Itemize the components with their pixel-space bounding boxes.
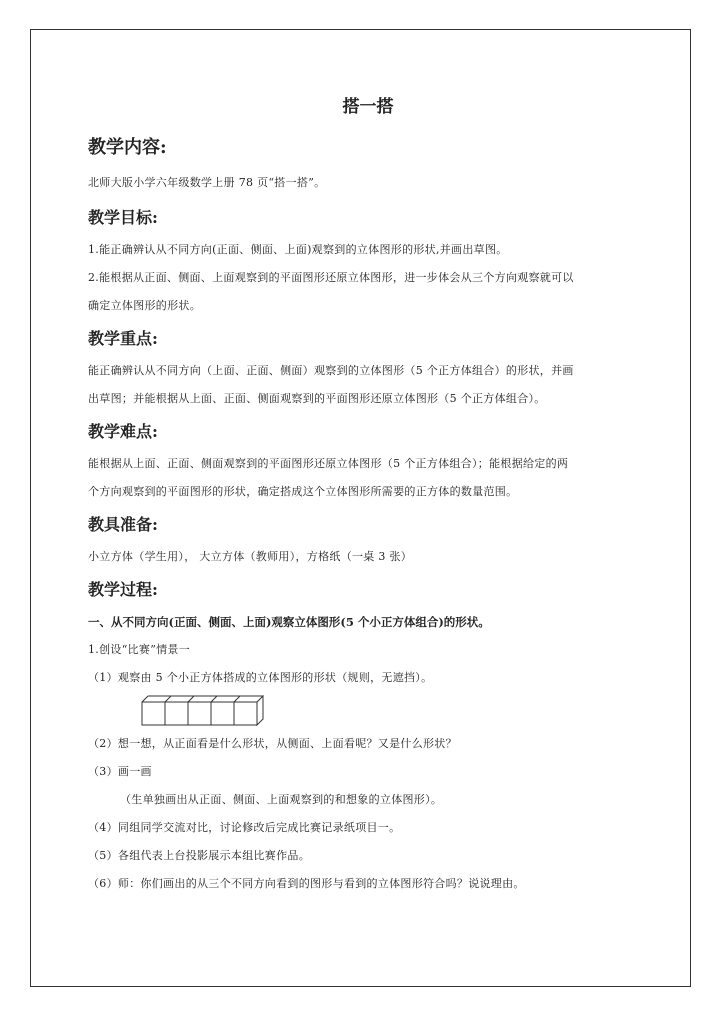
key-line: 出草图；并能根据从上面、正面、侧面观察到的平面图形还原立体图形（5 个正方体组合）。 (88, 392, 546, 405)
cube-top-edge (188, 696, 194, 702)
cube-front-face (188, 702, 211, 725)
process-item: （3）画一画 (88, 765, 152, 778)
process-item: （4）同组同学交流对比，讨论修改后完成比赛记录纸项目一。 (88, 821, 401, 834)
heading-goals: 教学目标: (88, 208, 158, 227)
heading-key-points: 教学重点: (88, 329, 158, 348)
cube-front-face (142, 702, 165, 725)
process-item: （2）想一想，从正面看是什么形状，从侧面、上面看呢？又是什么形状？ (88, 737, 457, 750)
heading-content: 教学内容: (88, 137, 167, 158)
goal-line: 确定立体图形的形状。 (88, 299, 201, 312)
difficult-line: 能根据从上面、正面、侧面观察到的平面图形还原立体图形（5 个正方体组合）；能根据给定的两 (88, 457, 569, 470)
goal-line: 1.能正确辨认从不同方向(正面、侧面、上面)观察到的立体图形的形状,并画出草图。 (88, 243, 508, 256)
process-item: （1）观察由 5 个小正方体搭成的立体图形的形状（规则，无遮挡）。 (88, 671, 433, 684)
document-title: 搭一搭 (342, 97, 394, 117)
process-step: 1.创设“比赛”情景一 (88, 643, 191, 656)
cube-top-edge (234, 696, 240, 702)
cube-top-edge (165, 696, 171, 702)
heading-difficult-points: 教学难点: (88, 422, 158, 441)
cube-front-face (211, 702, 234, 725)
process-item: （5）各组代表上台投影展示本组比赛作品。 (88, 849, 310, 862)
heading-tools: 教具准备: (88, 515, 158, 534)
process-part-title: 一、从不同方向(正面、侧面、上面)观察立体图形(5 个小正方体组合)的形状。 (88, 615, 490, 629)
document-body (88, 92, 648, 898)
cube-side-face (257, 696, 263, 725)
tools-text: 小立方体（学生用）， 大立方体（教师用），方格纸（一桌 3 张） (88, 550, 413, 563)
goal-line: 2.能根据从正面、侧面、上面观察到的平面图形还原立体图形，进一步体会从三个方向观察就可以 (88, 271, 574, 284)
cube-front-face (234, 702, 257, 725)
difficult-line: 个方向观察到的平面图形的形状，确定搭成这个立体图形所需要的正方体的数量范围。 (88, 485, 518, 498)
process-item: （6）师：你们画出的从三个不同方向看到的图形与看到的立体图形符合吗？说说理由。 (88, 877, 525, 890)
heading-process: 教学过程: (88, 580, 158, 599)
cube-front-face (165, 702, 188, 725)
cube-top-edge (142, 696, 148, 702)
key-line: 能正确辨认从不同方向（上面、正面、侧面）观察到的立体图形（5 个正方体组合）的形状，并画 (88, 364, 574, 377)
cube-row-figure (140, 694, 270, 726)
content-text: 北师大版小学六年级数学上册 78 页“搭一搭”。 (88, 176, 326, 189)
cube-top-edge (211, 696, 217, 702)
process-item: （生单独画出从正面、侧面、上面观察到的和想象的立体图形）。 (120, 793, 443, 806)
